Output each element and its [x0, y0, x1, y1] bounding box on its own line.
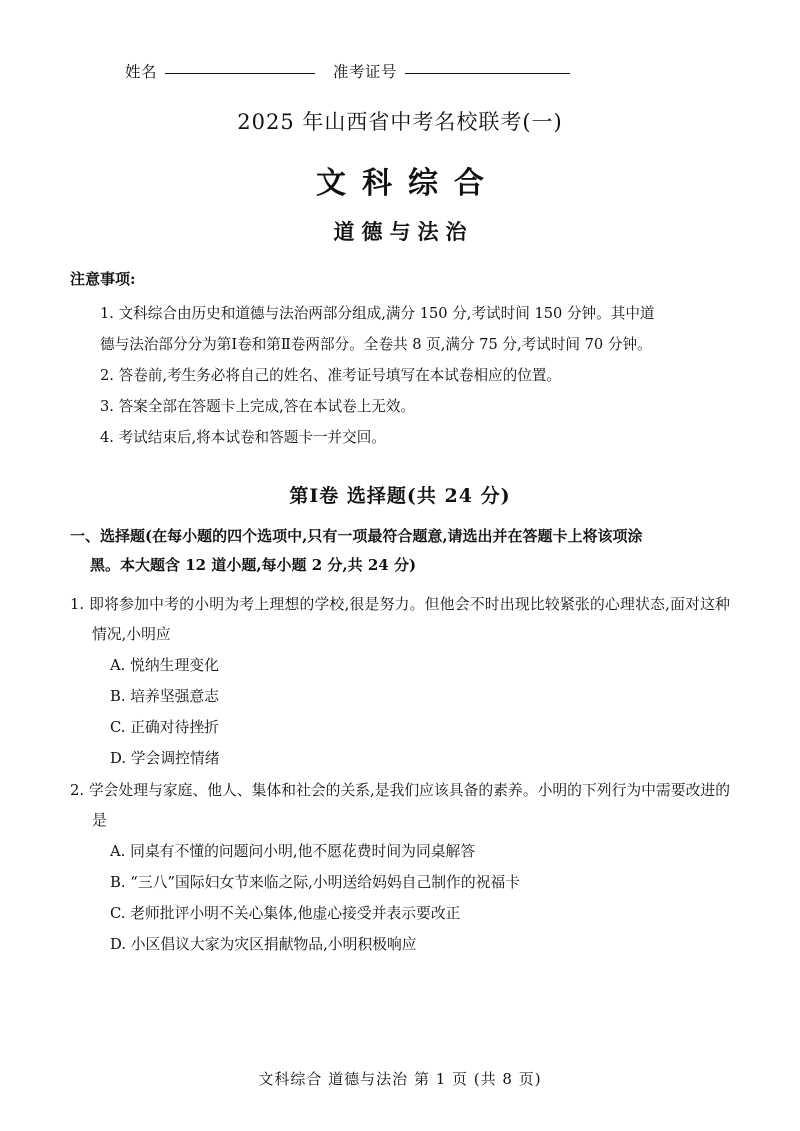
notice-item: 4. 考试结束后,将本试卷和答题卡一并交回。: [100, 428, 386, 446]
option-list: [70, 837, 730, 960]
question-stem: [70, 590, 730, 649]
ticket-label: 准考证号: [333, 63, 398, 81]
option-a[interactable]: A. 悦纳生理变化: [110, 657, 219, 675]
question-text: 即将参加中考的小明为考上理想的学校,很是努力。但他会不时出现比较紧张的心理状态,面对这种情况,小明应: [89, 596, 730, 643]
ticket-input-rule[interactable]: [405, 73, 570, 74]
page-footer: 文科综合 道德与法治 第 1 页 (共 8 页): [258, 1070, 542, 1088]
section-heading: 第Ⅰ卷 选择题(共 24 分): [289, 484, 511, 507]
subject-title: 文科综合: [316, 166, 500, 201]
question-type-intro: [70, 522, 730, 581]
intro-line-1: 一、选择题(在每小题的四个选项中,只有一项最符合题意,请选出并在答题卡上将该项涂: [70, 526, 643, 545]
intro-line-2: 黑。本大题含 12 道小题,每小题 2 分,共 24 分): [90, 555, 417, 574]
option-list: [70, 651, 730, 774]
question-text: 学会处理与家庭、他人、集体和社会的关系,是我们应该具备的素养。小明的下列行为中需要改进的是: [88, 782, 730, 829]
question-number: 1.: [70, 596, 85, 614]
notice-item: 德与法治部分分为第Ⅰ卷和第Ⅱ卷两部分。全卷共 8 页,满分 75 分,考试时间 70 分钟。: [100, 335, 652, 353]
notice-item: 1. 文科综合由历史和道德与法治两部分组成,满分 150 分,考试时间 150 分钟。其中道: [100, 305, 655, 322]
option-c[interactable]: C. 正确对待挫折: [110, 718, 219, 736]
question-item: [70, 776, 730, 960]
subject-subtitle: 道德与法治: [333, 219, 474, 244]
question-stem: [70, 776, 730, 835]
notice-heading: 注意事项:: [70, 270, 136, 288]
name-input-rule[interactable]: [165, 73, 315, 74]
option-d[interactable]: D. 小区倡议大家为灾区捐献物品,小明积极响应: [110, 935, 417, 953]
question-number: 2.: [70, 782, 85, 800]
option-c[interactable]: C. 老师批评小明不关心集体,他虚心接受并表示要改正: [110, 905, 461, 922]
name-label: 姓名: [125, 63, 158, 81]
question-item: [70, 590, 730, 774]
option-b[interactable]: B. “三八”国际妇女节来临之际,小明送给妈妈自己制作的祝福卡: [110, 874, 521, 892]
exam-title: 2025 年山西省中考名校联考(一): [237, 110, 563, 134]
notice-item: 2. 答卷前,考生务必将自己的姓名、准考证号填写在本试卷相应的位置。: [100, 366, 562, 384]
option-b[interactable]: B. 培养坚强意志: [110, 687, 220, 705]
option-d[interactable]: D. 学会调控情绪: [110, 749, 220, 767]
option-a[interactable]: A. 同桌有不懂的问题问小明,他不愿花费时间为同桌解答: [110, 843, 476, 861]
identity-line: [125, 60, 730, 82]
notice-item: 3. 答案全部在答题卡上完成,答在本试卷上无效。: [100, 397, 416, 415]
